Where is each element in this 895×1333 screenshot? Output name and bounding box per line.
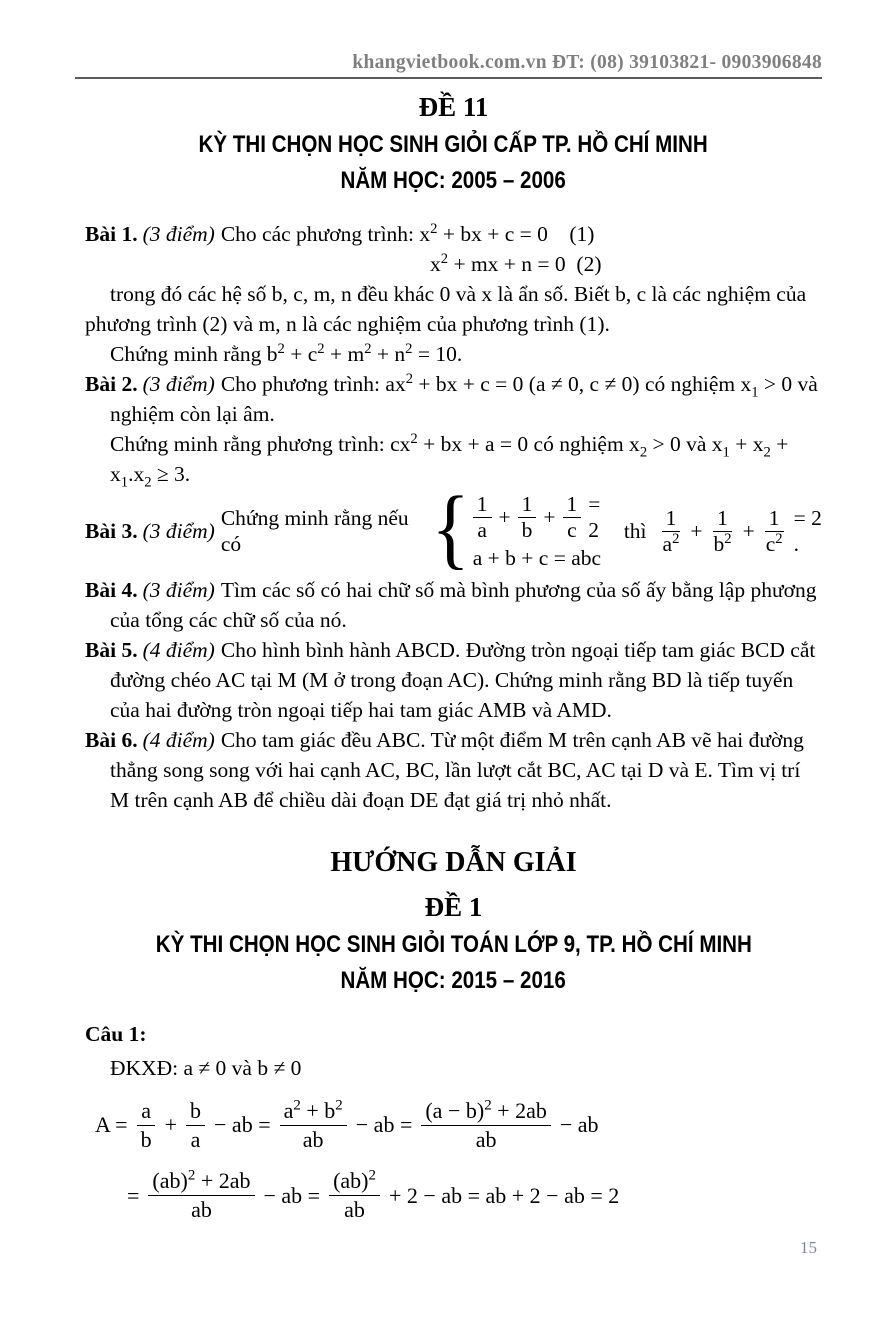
page-number: 15	[800, 1238, 817, 1257]
problem-4-statement	[85, 575, 822, 635]
math-fraction: $\frac{b}{a}$	[186, 1097, 205, 1155]
math-token: +	[690, 518, 703, 543]
math-fraction: $\frac{1}{c^2}$	[765, 505, 783, 557]
solutions-title: HƯỚNG DẪN GIẢI	[330, 846, 577, 878]
problem-2-label: Bài 2.	[85, 372, 138, 396]
exam-1-year-row	[85, 967, 822, 995]
problem-3-statement	[85, 479, 822, 579]
math-fraction: $\frac{1}{a^2}$	[662, 505, 680, 557]
problem-4-text: Tìm các số có hai chữ số mà bình phương của số ấy bằng lập phương của tổng các chữ số của nó.	[110, 577, 817, 632]
equation-system	[473, 492, 608, 572]
math-fraction: $\frac{a^2 + b^2}{ab}$	[280, 1097, 347, 1155]
problem-3-points: (3 điểm)	[142, 518, 215, 543]
math-token: − ab =	[214, 1112, 271, 1138]
math-fraction: $\frac{(a - b)^2 + 2ab}{ab}$	[421, 1097, 550, 1155]
exam-11-title: ĐỀ 11	[418, 92, 489, 122]
problem-6-points: (4 điểm)	[142, 727, 215, 752]
math-fraction: $\frac{1}{b}$	[518, 492, 537, 544]
problem-5-statement	[85, 635, 822, 725]
math-token: − ab	[559, 1112, 599, 1138]
problem-6-text: Cho tam giác đều ABC. Từ một điểm M trên cạnh AB vẽ hai đường thẳng song song với hai cạnh AC, BC, lần lượt cắt BC, AC tại D và E. Tìm vị trí M trên cạnh AB để chiều dài đoạn DE đạt giá trị nhỏ nhất.	[110, 727, 804, 812]
header-divider	[75, 77, 822, 79]
exam-1-year: NĂM HỌC: 2015 – 2016	[340, 966, 567, 994]
system-brace: {	[431, 479, 470, 579]
problem-1-label: Bài 1.	[85, 222, 138, 246]
problem-3-result	[659, 506, 823, 558]
problem-1-claim: Chứng minh rằng $b^2 + c^2 + m^2 + n^2 = 10$.	[110, 340, 463, 366]
exam-11-year: NĂM HỌC: 2005 – 2006	[340, 167, 567, 194]
problem-1-statement	[85, 219, 822, 249]
problem-5-label: Bài 5.	[85, 637, 138, 662]
problem-2-claim: Chứng minh rằng phương trình: $cx^2$ + bx + a = 0 có nghiệm $x_2 > 0$ và $x_1 + x_2 + x_1.x_2 \ge 3$.	[110, 430, 789, 491]
math-fraction: $\frac{1}{c}$	[563, 492, 582, 544]
math-token: = 2 .	[793, 505, 822, 556]
math-token: +	[164, 1112, 178, 1138]
math-token: − ab =	[263, 1182, 321, 1208]
math-token: − ab =	[355, 1112, 413, 1138]
problem-6-statement	[85, 725, 822, 815]
page-header	[85, 52, 822, 79]
math-fraction: $\frac{1}{a}$	[473, 492, 492, 544]
math-token: = 2	[588, 492, 601, 542]
math-token: =	[127, 1182, 140, 1208]
exam-11-subtitle: KỲ THI CHỌN HỌC SINH GIỎI CẤP TP. HỒ CHÍ MINH	[198, 131, 709, 158]
math-fraction: $\frac{(ab)^2 + 2ab}{ab}$	[148, 1167, 254, 1225]
problem-4-label: Bài 4.	[85, 577, 138, 602]
exam-11-year-row	[85, 167, 822, 195]
math-token: +	[498, 504, 511, 529]
exam-11-subtitle-row	[85, 131, 822, 159]
math-token: A =	[95, 1112, 128, 1138]
math-fraction: $\frac{1}{b^2}$	[713, 505, 732, 557]
system-row-1	[473, 492, 608, 544]
system-row-2: a + b + c = abc	[472, 545, 602, 570]
solution-cau-1	[85, 1019, 822, 1225]
problem-5-text: Cho hình bình hành ABCD. Đường tròn ngoại tiếp tam giác BCD cắt đường chéo AC tại M (M ở trong đoạn AC). Chứng minh rằng BD là tiếp tuyến của hai đường tròn ngoại tiếp hai tam giác AMB và AMD.	[110, 637, 816, 722]
problem-1-equation-2: $x^2$ + mx + n = 0 (2)	[430, 250, 602, 276]
exam-1-subtitle: KỲ THI CHỌN HỌC SINH GIỎI TOÁN LỚP 9, TP. HỒ CHÍ MINH	[155, 930, 752, 958]
problem-list	[85, 219, 822, 815]
solution-condition: ĐKXĐ: a ≠ 0 và b ≠ 0	[110, 1055, 302, 1080]
exam-1-title: ĐỀ 1	[424, 891, 483, 922]
math-token: + 2 − ab = ab + 2 − ab = 2	[389, 1182, 620, 1208]
exam-1-subtitle-row	[85, 931, 822, 959]
math-fraction: $\frac{(ab)^2}{ab}$	[329, 1167, 380, 1225]
math-fraction: $\frac{a}{b}$	[137, 1097, 156, 1155]
problem-2-points: (3 điểm)	[142, 372, 215, 396]
solution-formula-line-1	[95, 1097, 822, 1155]
problem-1-body: trong đó các hệ số b, c, m, n đều khác 0 và x là ẩn số. Biết b, c là các nghiệm của phương trình (2) và m, n là các nghiệm của phương trình (1).	[85, 282, 807, 336]
problem-2-text: Cho phương trình: $ax^2$ + bx + c = 0 (a ≠ 0, c ≠ 0) có nghiệm $x_1 > 0$ và nghiệm còn lại âm.	[110, 370, 818, 426]
problem-5-points: (4 điểm)	[142, 637, 215, 662]
site-contact-line: khangvietbook.com.vn ĐT: (08) 39103821- 0903906848	[352, 52, 822, 73]
problem-6-label: Bài 6.	[85, 727, 138, 752]
problem-4-points: (3 điểm)	[142, 577, 215, 602]
problem-1-text: Cho các phương trình: $x^2$ + bx + c = 0 (1)	[220, 220, 595, 246]
problem-2-statement	[85, 369, 822, 429]
problem-3-label: Bài 3.	[85, 518, 138, 543]
problem-3-intro: Chứng minh rằng nếu có	[220, 505, 409, 556]
problem-1-points: (3 điểm)	[142, 222, 215, 246]
solution-formula-line-2	[127, 1167, 822, 1225]
solution-cau-1-heading: Câu 1:	[85, 1021, 147, 1046]
math-token: +	[543, 504, 556, 529]
problem-3-then: thì	[623, 518, 647, 543]
math-token: +	[742, 518, 755, 543]
